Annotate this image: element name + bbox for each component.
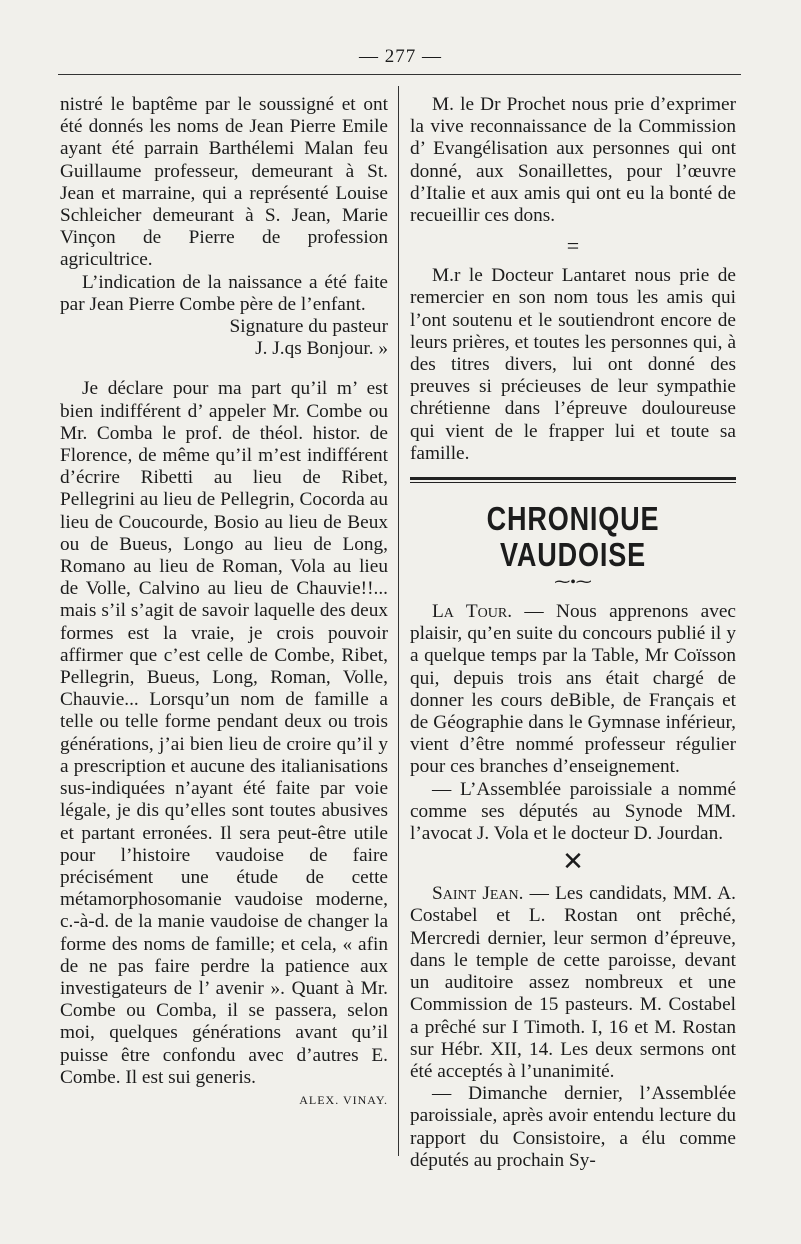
section-title: CHRONIQUE VAUDOISE [486,500,660,574]
signature-line-1: Signature du pasteur [229,316,388,338]
flourish-ornament: ⁓•⁓ [554,574,592,592]
spacer [60,360,388,378]
column-divider [398,86,399,1156]
sunday-assembly-paragraph: — Dimanche dernier, l’Assemblée paroissiale, après avoir entendu lecture du rapport du Consistoire, a élu comme députés au prochain Sy- [410,1083,736,1171]
right-column [410,94,736,1172]
saint-jean-text: — Les candidats, MM. A. Costabel et L. Rostan ont prêché, Mercredi dernier, leur sermon d’épreuve, dans le temple de cette paroisse, devant un auditoire assez nombreux et une Commission de 15 pasteurs. M. Costabel a prêché sur I Timoth. I, 16 et M. Rostan sur Hébr. XII, 14. Les deux sermons ont été acceptés à l’unanimité. [410,883,736,1082]
author-signature: ALEX. VINAY. [299,1092,388,1107]
header-rule [58,74,741,75]
la-tour-lead: La Tour. [432,601,513,623]
prochet-thanks-paragraph: M. le Dr Prochet nous prie d’exprimer la vive reconnaissance de la Commission d’ Evangélisation aux personnes qui ont donné, aux Sonaillettes, pour l’œuvre d’Italie et aux amis qui ont eu la bonté de recueillir ces dons. [410,94,736,227]
cross-separator: ✕ [562,847,584,877]
la-tour-paragraph [410,601,736,779]
signature-line-2: J. J.qs Bonjour. » [255,338,388,360]
page-number: — 277 — [359,46,442,67]
left-column [60,94,388,1111]
saint-jean-lead: Saint Jean. [432,883,524,905]
assembly-deputies-paragraph: — L’Assemblée paroissiale a nommé comme ses députés au Synode MM. l’avocat J. Vola et le docteur D. Jourdan. [410,778,736,845]
lantaret-thanks-paragraph: M.r le Docteur Lantaret nous prie de remercier en son nom tous les amis qui l’ont soutenu et le soutiendront encore de leurs prières, et toutes les personnes qui, à des titres divers, lui ont donné des preuves si précieuses de leur sympathie chrétienne dans l’épreuve douloureuse qui vient de le frapper lui et toute sa famille. [410,265,736,464]
la-tour-text: — Nous apprenons avec plaisir, qu’en suite du concours publié il y a quelque temps par la Table, Mr Coïsson qui, depuis trois ans était chargé de donner les cours deBible, de Français et de Géographie dans le Gymnase inférieur, vient d’être nommé professeur régulier pour ces branches d’enseignement. [410,601,736,778]
section-rule [410,477,736,483]
baptism-record-paragraph: nistré le baptême par le soussigné et ont été donnés les noms de Jean Pierre Emile ayant été parrain Barthélemi Malan feu Guillaume professeur, demeurant à St. Jean et marraine, qui a représenté Louise Schleicher demeurant à S. Jean, Marie Vinçon de Pierre de profession agricultrice. [60,94,388,271]
saint-jean-paragraph [410,883,736,1083]
separator-mark: = [566,233,580,259]
birth-indication-paragraph: L’indication de la naissance a été faite par Jean Pierre Combe père de l’enfant. [60,271,388,315]
name-forms-paragraph: Je déclare pour ma part qu’il m’ est bien indifférent d’ appeler Mr. Combe ou Mr. Comba le prof. de théol. histor. de Florence, de même qu’il m’est indifférent d’écrire Ribetti au lieu de Ribet, Pellegrini au lieu de Pellegrin, Cocorda au lieu de Coucourde, Bosio au lieu de Beux ou de Bueus, Longo au lieu de Long, Romano au lieu de Roman, Vola au lieu de Volle, Calvino au lieu de Chauvie!!... mais s’il s’agit de savoir laquelle des deux formes est la vraie, je crois pouvoir affirmer que c’est celle de Combe, Ribet, Pellegrin, Bueus, Long, Roman, Volle, Chauvie... Lorsqu’un nom de famille a telle ou telle forme pendant deux ou trois générations, j’ai bien lieu de croire qu’il y a prescription et aucune des italianisations sus-indiquées n’ayant été faite par voie légale, je dis qu’elles sont toutes abusives et partant erronées. Il sera peut-être utile pour l’histoire vaudoise de faire précisément une étude de cette métamorphosomanie vaudoise moderne, c.-à-d. de la manie vaudoise de changer la forme des noms de famille; et cela, « afin de ne pas faire perdre la patience aux investigateurs de l’ avenir ». Quant à Mr. Combe ou Comba, il se passera, selon moi, quelques générations avant qu’il puisse être confondu avec d’autres E. Combe. Il est sui generis. [60,378,388,1088]
